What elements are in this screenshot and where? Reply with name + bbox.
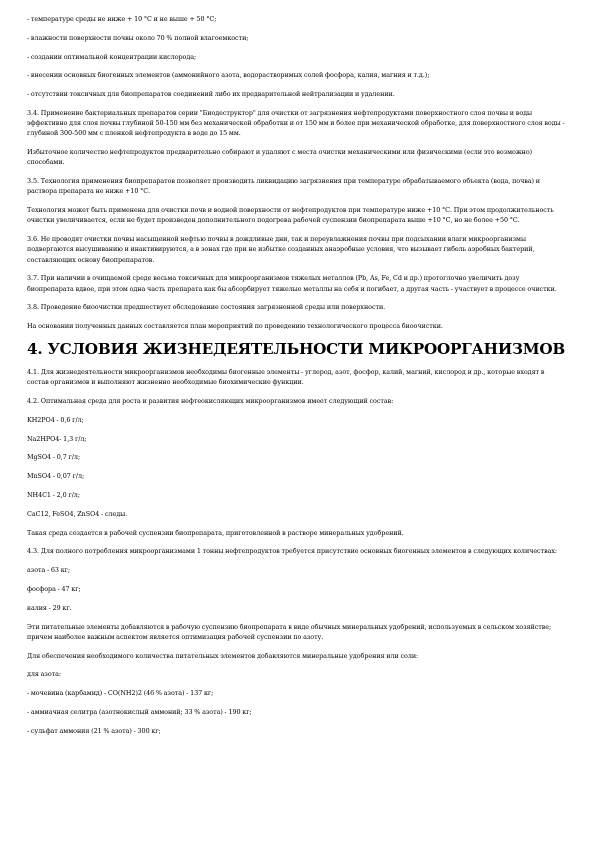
paragraph-excess-oil: Избыточное количество нефтепродуктов предварительно собирают и удаляют с места очистки механическими или физическими (если это возможно) способами. — [27, 148, 533, 167]
medium-kh2po4: KH2PO4 - 0,6 г/л; — [27, 415, 84, 424]
paragraph-3-4: 3.4. Применение бактериальных препаратов серии "Биодеструктор" для очистки от загрязнения нефтепродуктами поверхностного слоя почвы и воды эффективно для слоя почвы глубиной 50-150 мм без механической обработки и от 150 мм и более при механической обработке, для поверхностного слоя воды - глубиной 300-500 мм с пленкой нефтепродукта в воде до 15 мм. — [27, 108, 565, 138]
medium-mnso4: MnSO4 - 0,07 г/л; — [27, 472, 85, 481]
bullet-oxygen: - создании оптимальной концентрации кислорода; — [27, 52, 197, 61]
paragraph-suspension: Такая среда создается в рабочей суспензии биопрепарата, приготовленной в растворе минеральных удобрений. — [27, 528, 404, 537]
medium-nh4c1: NH4C1 - 2,0 г/л; — [27, 490, 80, 499]
medium-mgso4: MgSO4 - 0,7 г/л; — [27, 453, 81, 462]
bullet-temperature: - температуре среды не ниже + 10 °С и не выше + 50 °С; — [27, 15, 217, 23]
bullet-ammonium-nitrate: - аммиачная селитра (азотнокислый аммоний; 33 % азота) - 190 кг; — [27, 707, 252, 716]
paragraph-3-7: 3.7. При наличии в очищаемой среде весьма токсичных для микроорганизмов тяжелых металлов (Pb, As, Fe, Cd и др.) протоглочно увеличить дозу биопрепарата вдвое, при этом одна часть препарата как бы абсорбирует тяжелые металлы на себя и погибает, а другая часть - участвует в процессе очистки. — [27, 274, 557, 293]
bullet-biogenic-elements: - внесении основных биогенных элементов (аммонийного азота, водорастворимых солей фосфора, калия, магния и т.д.); — [27, 71, 430, 80]
bullet-urea: - мочевина (карбамид) - CO(NH2)2 (46 % азота) - 137 кг; — [27, 689, 214, 698]
document-body — [27, 14, 567, 745]
paragraph-3-8: 3.8. Проведение биоочистки предшествует обследование состояния загрязненной среды или поверхности. — [27, 303, 386, 312]
paragraph-3-6: 3.6. Не проводят очистки почвы насыщенной нефтью почвы в дождливые дни, так и переувлажнения почвы при подсыхании влаги микроорганизмы подвергаются высушиванию и инактивируются, а в зонах где при не избытке созданных анаэробные условия, что вызывает гибель аэробных бактерий, составляющих основу биопрепаратов. — [27, 235, 535, 264]
bullet-ammonium-sulfate: - сульфат аммония (21 % азота) - 300 кг; — [27, 726, 161, 735]
paragraph-fertilizers: Эти питательные элементы добавляются в рабочую суспензию биопрепарата в виде обычных минеральных удобрений, используемых в сельском хозяйстве; причем наиболее важным аспектом является оптимизация рабочей суспензии по азоту. — [27, 622, 552, 641]
amount-nitrogen: азота - 63 кг; — [27, 566, 71, 575]
bullet-humidity: - влажности поверхности почвы около 70 % полной влагоемкости; — [27, 33, 249, 42]
paragraph-4-1: 4.1. Для жизнедеятельности микроорганизмов необходимы биогенные элементы - углерод, азот, фосфор, калий, магний, кислород и др., которые входят в состав организмов и выполняют жизненно необходимые биохимические функции. — [27, 367, 545, 387]
paragraph-salts-intro: Для обеспечения необходимого количества питательных элементов добавляются минеральные удобрения или соли: — [27, 651, 419, 660]
medium-na2hpo4: Na2HPO4- 1,3 г/л; — [27, 434, 87, 443]
paragraph-4-3: 4.3. Для полного потребления микроорганизмами 1 тонны нефтепродуктов требуется присутствие основных биогенных элементов в следующих количествах: — [27, 547, 558, 556]
bullet-toxic-absence: - отсутствии токсичных для биопрепаратов соединений либо их предварительной нейтрализации и удалении. — [27, 90, 395, 99]
amount-potassium: калия - 29 кг. — [27, 603, 72, 612]
paragraph-3-5: 3.5. Технология применения биопрепаратов позволяет производить ликвидацию загрязнения при температуре обрабатываемого объекта (вода, почва) и раствора препарата не ниже +10 °С. — [27, 177, 540, 196]
paragraph-low-temperature: Технология может быть применена для очистки почв и водной поверхности от нефтепродуктов при температуре ниже +10 °С. При этом продолжительность очистки увеличивается, если не будет произведен дополнительного подогрева рабочей суспензии биопрепарата выше +10 °С, но не более +50 °С. — [27, 206, 554, 225]
paragraph-plan: На основании полученных данных составляется план мероприятий по проведению технологического процесса биоочистки. — [27, 322, 443, 331]
label-for-nitrogen: для азота: — [27, 670, 61, 679]
paragraph-4-2: 4.2. Оптимальная среда для роста и развития нефтеокисляющих микроорганизмов имеет следующий состав: — [27, 396, 394, 405]
section-heading: 4. УСЛОВИЯ ЖИЗНЕДЕЯТЕЛЬНОСТИ МИКРООРГАНИЗМОВ — [27, 339, 566, 358]
medium-trace-salts: CaC12, FeSO4, ZnSO4 - следы. — [27, 509, 128, 518]
amount-phosphorus: фосфора - 47 кг; — [27, 584, 81, 593]
